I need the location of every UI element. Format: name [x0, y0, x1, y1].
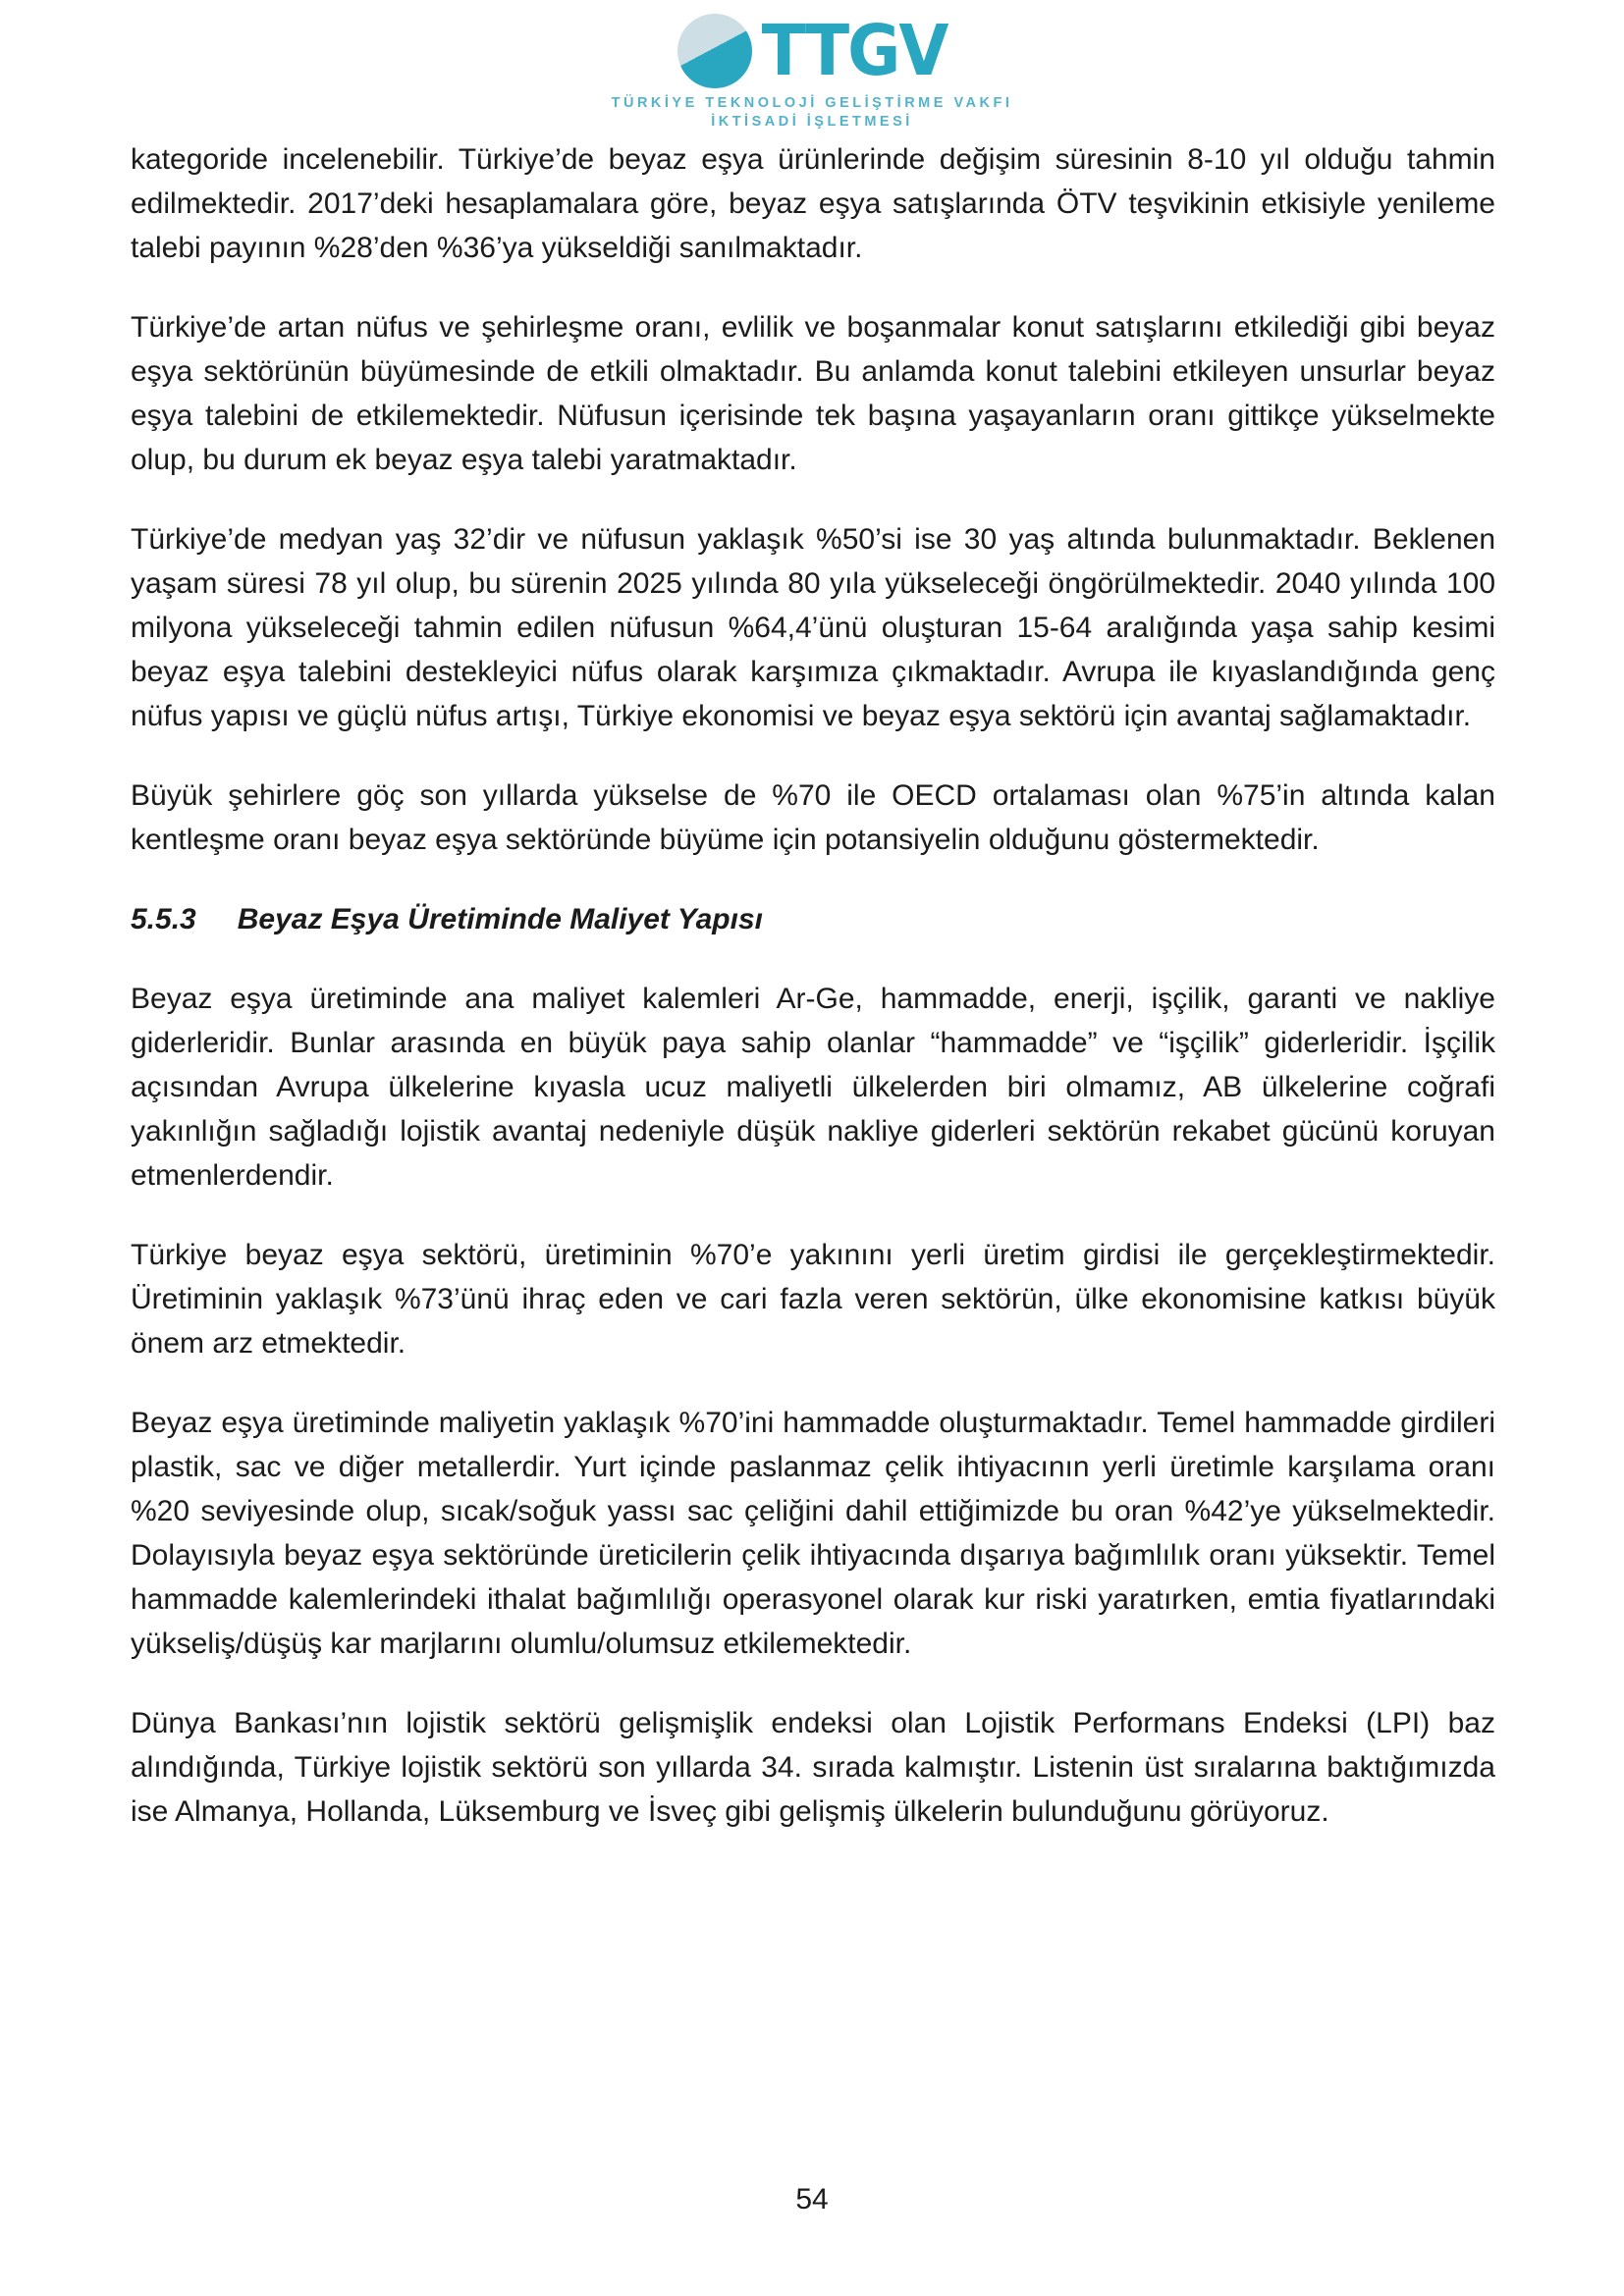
body-paragraph: Beyaz eşya üretiminde maliyetin yaklaşık %70’ini hammadde oluşturmaktadır. Temel hammadde girdileri plastik, sac ve diğer metallerdir. Yurt içinde paslanmaz çelik ihtiyacının yerli üretimle karşılama oranı %20 seviyesinde olup, sıcak/soğuk yassı sac çeliğini dahil ettiğimizde bu oran %42’ye yükselmektedir. Dolayısıyla beyaz eşya sektöründe üreticilerin çelik ihtiyacında dışarıya bağımlılık oranı yüksektir. Temel hammadde kalemlerindeki ithalat bağımlılığı operasyonel olarak kur riski yaratırken, emtia fiyatlarındaki yükseliş/düşüş kar marjlarını olumlu/olumsuz etkilemektedir. [131, 1407, 1495, 1660]
page-number: 54 [795, 2183, 829, 2216]
document-body [131, 137, 1495, 1869]
section-heading [131, 897, 1495, 941]
body-paragraph: Türkiye’de medyan yaş 32’dir ve nüfusun yaklaşık %50’si ise 30 yaş altında bulunmaktadır. Beklenen yaşam süresi 78 yıl olup, bu sürenin 2025 yılında 80 yıla yükseleceği öngörülmektedir. 2040 yılında 100 milyona yükseleceği tahmin edilen nüfusun %64,4’ünü oluşturan 15-64 aralığında yaşa sahip kesimi beyaz eşya talebini destekleyici nüfus olarak karşımıza çıkmaktadır. Avrupa ile kıyaslandığında genç nüfus yapısı ve güçlü nüfus artışı, Türkiye ekonomisi ve beyaz eşya sektörü için avantaj sağlamaktadır. [131, 523, 1495, 732]
body-paragraph: Dünya Bankası’nın lojistik sektörü gelişmişlik endeksi olan Lojistik Performans Endeksi (LPI) baz alındığında, Türkiye lojistik sektörü son yıllarda 34. sırada kalmıştır. Listenin üst sıralarına baktığımızda ise Almanya, Hollanda, Lüksemburg ve İsveç gibi gelişmiş ülkelerin bulunduğunu görüyoruz. [131, 1707, 1495, 1828]
ttgv-logo [0, 9, 1624, 132]
section-heading-number: 5.5.3 [131, 903, 196, 935]
body-paragraph: Beyaz eşya üretiminde ana maliyet kalemleri Ar-Ge, hammadde, enerji, işçilik, garanti ve nakliye giderleridir. Bunlar arasında en büyük paya sahip olanlar “hammadde” ve “işçilik” giderleridir. İşçilik açısından Avrupa ülkelerine kıyasla ucuz maliyetli ülkelerden biri olmamız, AB ülkelerine coğrafi yakınlığın sağladığı lojistik avantaj nedeniyle düşük nakliye giderleri sektörün rekabet gücünü koruyan etmenlerdendir. [131, 983, 1495, 1192]
body-paragraph: Büyük şehirlere göç son yıllarda yükselse de %70 ile OECD ortalaması olan %75’in altında kalan kentleşme oranı beyaz eşya sektöründe büyüme için potansiyelin olduğunu göstermektedir. [131, 779, 1495, 856]
logo-org-line2: İKTİSADİ İŞLETMESİ [711, 114, 913, 130]
logo-org-name [612, 94, 1013, 132]
logo-row [677, 9, 947, 92]
section-heading-title: Beyaz Eşya Üretiminde Maliyet Yapısı [237, 903, 763, 935]
body-paragraph: Türkiye’de artan nüfus ve şehirleşme oranı, evlilik ve boşanmalar konut satışlarını etkilediği gibi beyaz eşya sektörünün büyümesinde de etkili olmaktadır. Bu anlamda konut talebini etkileyen unsurlar beyaz eşya talebini de etkilemektedir. Nüfusun içerisinde tek başına yaşayanların oranı gittikçe yükselmekte olup, bu durum ek beyaz eşya talebi yaratmaktadır. [131, 311, 1495, 476]
body-paragraph: kategoride incelenebilir. Türkiye’de beyaz eşya ürünlerinde değişim süresinin 8-10 yıl olduğu tahmin edilmektedir. 2017’deki hesaplamalara göre, beyaz eşya satışlarında ÖTV teşvikinin etkisiyle yenileme talebi payının %28’den %36’ya yükseldiği sanılmaktadır. [131, 143, 1495, 264]
logo-brand-text: TTGV [761, 9, 947, 92]
ttgv-circle-icon [677, 14, 752, 88]
logo-org-line1: TÜRKİYE TEKNOLOJİ GELİŞTİRME VAKFI [611, 95, 1013, 111]
body-paragraph: Türkiye beyaz eşya sektörü, üretiminin %70’e yakınını yerli üretim girdisi ile gerçekleştirmektedir. Üretiminin yaklaşık %73’ünü ihraç eden ve cari fazla veren sektörün, ülke ekonomisine katkısı büyük önem arz etmektedir. [131, 1239, 1495, 1360]
